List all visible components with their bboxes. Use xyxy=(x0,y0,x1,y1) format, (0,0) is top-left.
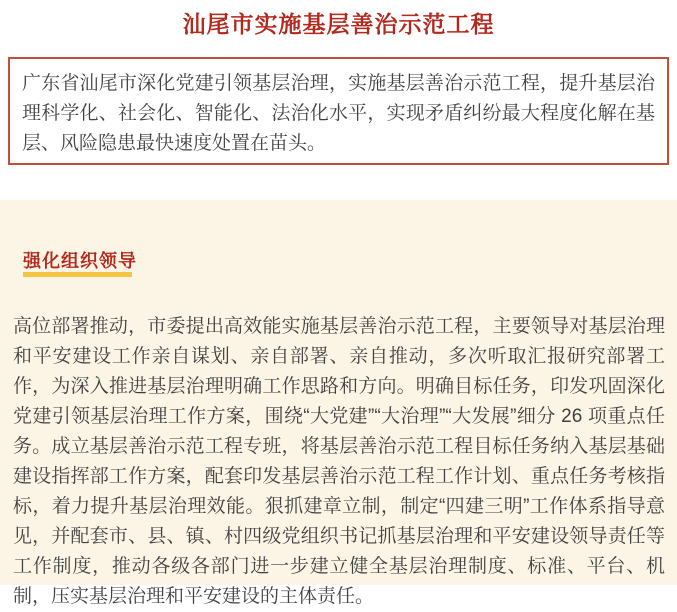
section-heading-underline-decoration xyxy=(23,272,132,277)
section-heading: 强化组织领导 xyxy=(23,251,137,271)
intro-summary-text: 广东省汕尾市深化党建引领基层治理，实施基层善治示范工程，提升基层治理科学化、社会化、智能化、法治化水平，实现矛盾纠纷最大程度化解在基层、风险隐患最快速度处置在苗头。 xyxy=(22,73,655,154)
intro-summary-box xyxy=(8,57,669,165)
section-organization-leadership xyxy=(0,200,677,607)
page-title: 汕尾市实施基层善治示范工程 xyxy=(182,11,495,37)
section-body-text: 高位部署推动，市委提出高效能实施基层善治示范工程，主要领导对基层治理和平安建设工作亲自谋划、亲自部署、亲自推动，多次听取汇报研究部署工作，为深入推进基层治理明确工作思路和方向。明确目标任务，印发巩固深化党建引领基层治理工作方案，围绕“大党建”“大治理”“大发展”细分 26 项重点任务。成立基层善治示范工程专班，将基层善治示范工程目标任务纳入基层基础建设指挥部工作方案，配套印发基层善治示范工程工作计划、重点任务考核指标，着力提升基层治理效能。狠抓建章立制，制定“四建三明”工作体系指导意见，并配套市、县、镇、村四级党组织书记抓基层治理和平安建设领导责任等工作制度，推动各级各部门进一步建立健全基层治理制度、标准、平台、机制，压实基层治理和平安建设的主体责任。 xyxy=(13,316,665,607)
